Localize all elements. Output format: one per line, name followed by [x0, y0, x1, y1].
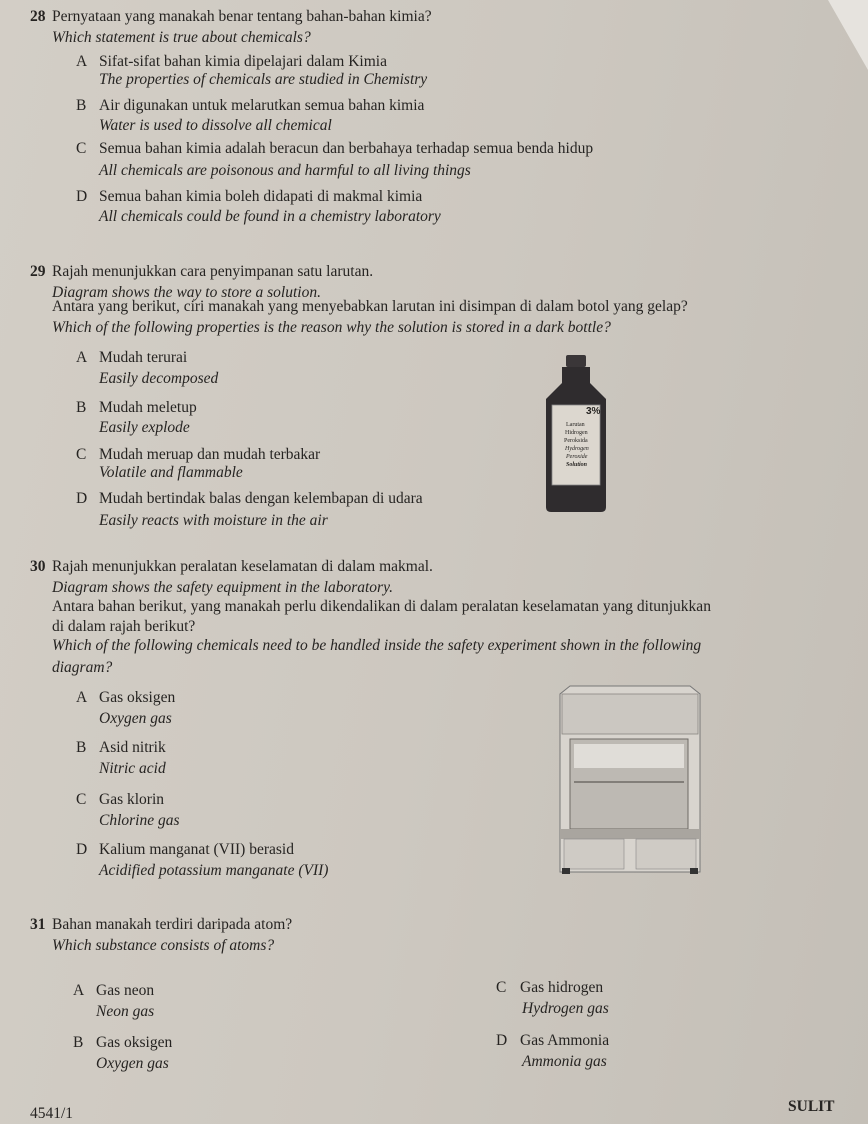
option-text-en: Hydrogen gas: [522, 1000, 609, 1017]
question-stem2-en: Which of the following chemicals need to be handled inside the safety experiment shown in the following: [52, 637, 702, 654]
option-text-en: Chlorine gas: [99, 812, 180, 829]
label-percent: 3%: [586, 406, 601, 417]
question-stem2-en: diagram?: [52, 659, 113, 676]
question-stem-en: Diagram shows the way to store a solution.: [52, 284, 321, 301]
option-letter[interactable]: B: [76, 97, 87, 114]
question-stem-en: Diagram shows the safety equipment in the laboratory.: [52, 579, 393, 596]
option-text-ms: Gas hidrogen: [520, 979, 604, 996]
option-letter[interactable]: A: [76, 349, 88, 366]
option-text-ms: Kalium manganat (VII) berasid: [99, 841, 294, 858]
option-text-ms: Gas oksigen: [96, 1034, 173, 1051]
option-text-en: Easily decomposed: [99, 370, 219, 387]
question-stem-ms: Rajah menunjukkan peralatan keselamatan di dalam makmal.: [52, 558, 433, 575]
option-letter[interactable]: D: [76, 188, 88, 205]
question-stem2-ms: Antara yang berikut, ciri manakah yang menyebabkan larutan ini disimpan di dalam botol yang gelap?: [52, 298, 688, 315]
dark-bottle-figure: [540, 355, 612, 513]
question-number: 28: [30, 8, 46, 25]
option-letter[interactable]: C: [496, 979, 507, 996]
option-text-en: Ammonia gas: [522, 1053, 607, 1070]
label-text: Peroxide: [566, 454, 588, 460]
option-letter[interactable]: B: [76, 399, 87, 416]
option-text-ms: Semua bahan kimia boleh didapati di makmal kimia: [99, 188, 423, 205]
option-text-en: Oxygen gas: [99, 710, 172, 727]
option-text-ms: Mudah bertindak balas dengan kelembapan di udara: [99, 490, 423, 507]
page-corner: [828, 0, 868, 70]
option-text-en: Neon gas: [96, 1003, 155, 1020]
option-text-ms: Mudah terurai: [99, 349, 188, 366]
option-letter[interactable]: A: [76, 53, 88, 70]
question-stem-ms: Rajah menunjukkan cara penyimpanan satu larutan.: [52, 263, 374, 280]
fume-hood-icon: [540, 684, 722, 876]
question-stem-en: Which substance consists of atoms?: [52, 937, 275, 954]
question-stem-ms: Bahan manakah terdiri daripada atom?: [52, 916, 293, 933]
classification-label: SULIT: [788, 1098, 835, 1115]
option-text-ms: Mudah meletup: [99, 399, 197, 416]
option-text-ms: Gas Ammonia: [520, 1032, 610, 1049]
question-stem-en: Which statement is true about chemicals?: [52, 29, 311, 46]
question-stem2-ms: Antara bahan berikut, yang manakah perlu dikendalikan di dalam peralatan keselamatan yang ditunjukkan: [52, 598, 711, 615]
option-text-en: Water is used to dissolve all chemical: [99, 117, 332, 134]
fume-hood-figure: [540, 684, 722, 876]
option-letter[interactable]: B: [76, 739, 87, 756]
option-letter[interactable]: A: [76, 689, 88, 706]
option-letter[interactable]: C: [76, 791, 87, 808]
option-letter[interactable]: A: [73, 982, 85, 999]
label-text: Peroksida: [564, 438, 588, 444]
option-letter[interactable]: C: [76, 140, 87, 157]
option-letter[interactable]: D: [496, 1032, 508, 1049]
paper-code: 4541/1: [30, 1105, 74, 1122]
option-letter[interactable]: B: [73, 1034, 84, 1051]
label-text: Hidrogen: [565, 430, 588, 436]
question-number: 31: [30, 916, 46, 933]
option-text-en: All chemicals are poisonous and harmful to all living things: [99, 162, 471, 179]
option-letter[interactable]: D: [76, 490, 88, 507]
question-number: 30: [30, 558, 46, 575]
label-text: Solution: [566, 462, 588, 468]
option-text-en: The properties of chemicals are studied in Chemistry: [99, 71, 428, 88]
question-number: 29: [30, 263, 46, 280]
option-text-ms: Gas klorin: [99, 791, 165, 808]
option-text-en: All chemicals could be found in a chemistry laboratory: [99, 208, 441, 225]
label-text: Larutan: [566, 422, 585, 428]
option-text-ms: Mudah meruap dan mudah terbakar: [99, 446, 321, 463]
option-letter[interactable]: C: [76, 446, 87, 463]
question-stem2-ms: di dalam rajah berikut?: [52, 618, 196, 635]
option-text-en: Volatile and flammable: [99, 464, 243, 481]
question-stem-ms: Pernyataan yang manakah benar tentang bahan-bahan kimia?: [52, 8, 432, 25]
label-text: Hydrogen: [565, 446, 589, 452]
option-text-en: Nitric acid: [99, 760, 166, 777]
option-text-ms: Gas oksigen: [99, 689, 176, 706]
option-text-ms: Semua bahan kimia adalah beracun dan berbahaya terhadap semua benda hidup: [99, 140, 594, 157]
option-text-en: Easily reacts with moisture in the air: [99, 512, 328, 529]
question-stem2-en: Which of the following properties is the reason why the solution is stored in a dark bottle?: [52, 319, 611, 336]
option-text-ms: Asid nitrik: [99, 739, 166, 756]
option-text-ms: Gas neon: [96, 982, 155, 999]
option-text-en: Easily explode: [99, 419, 190, 436]
option-text-en: Oxygen gas: [96, 1055, 169, 1072]
option-text-ms: Air digunakan untuk melarutkan semua bahan kimia: [99, 97, 425, 114]
option-letter[interactable]: D: [76, 841, 88, 858]
option-text-ms: Sifat-sifat bahan kimia dipelajari dalam Kimia: [99, 53, 387, 70]
option-text-en: Acidified potassium manganate (VII): [99, 862, 329, 879]
